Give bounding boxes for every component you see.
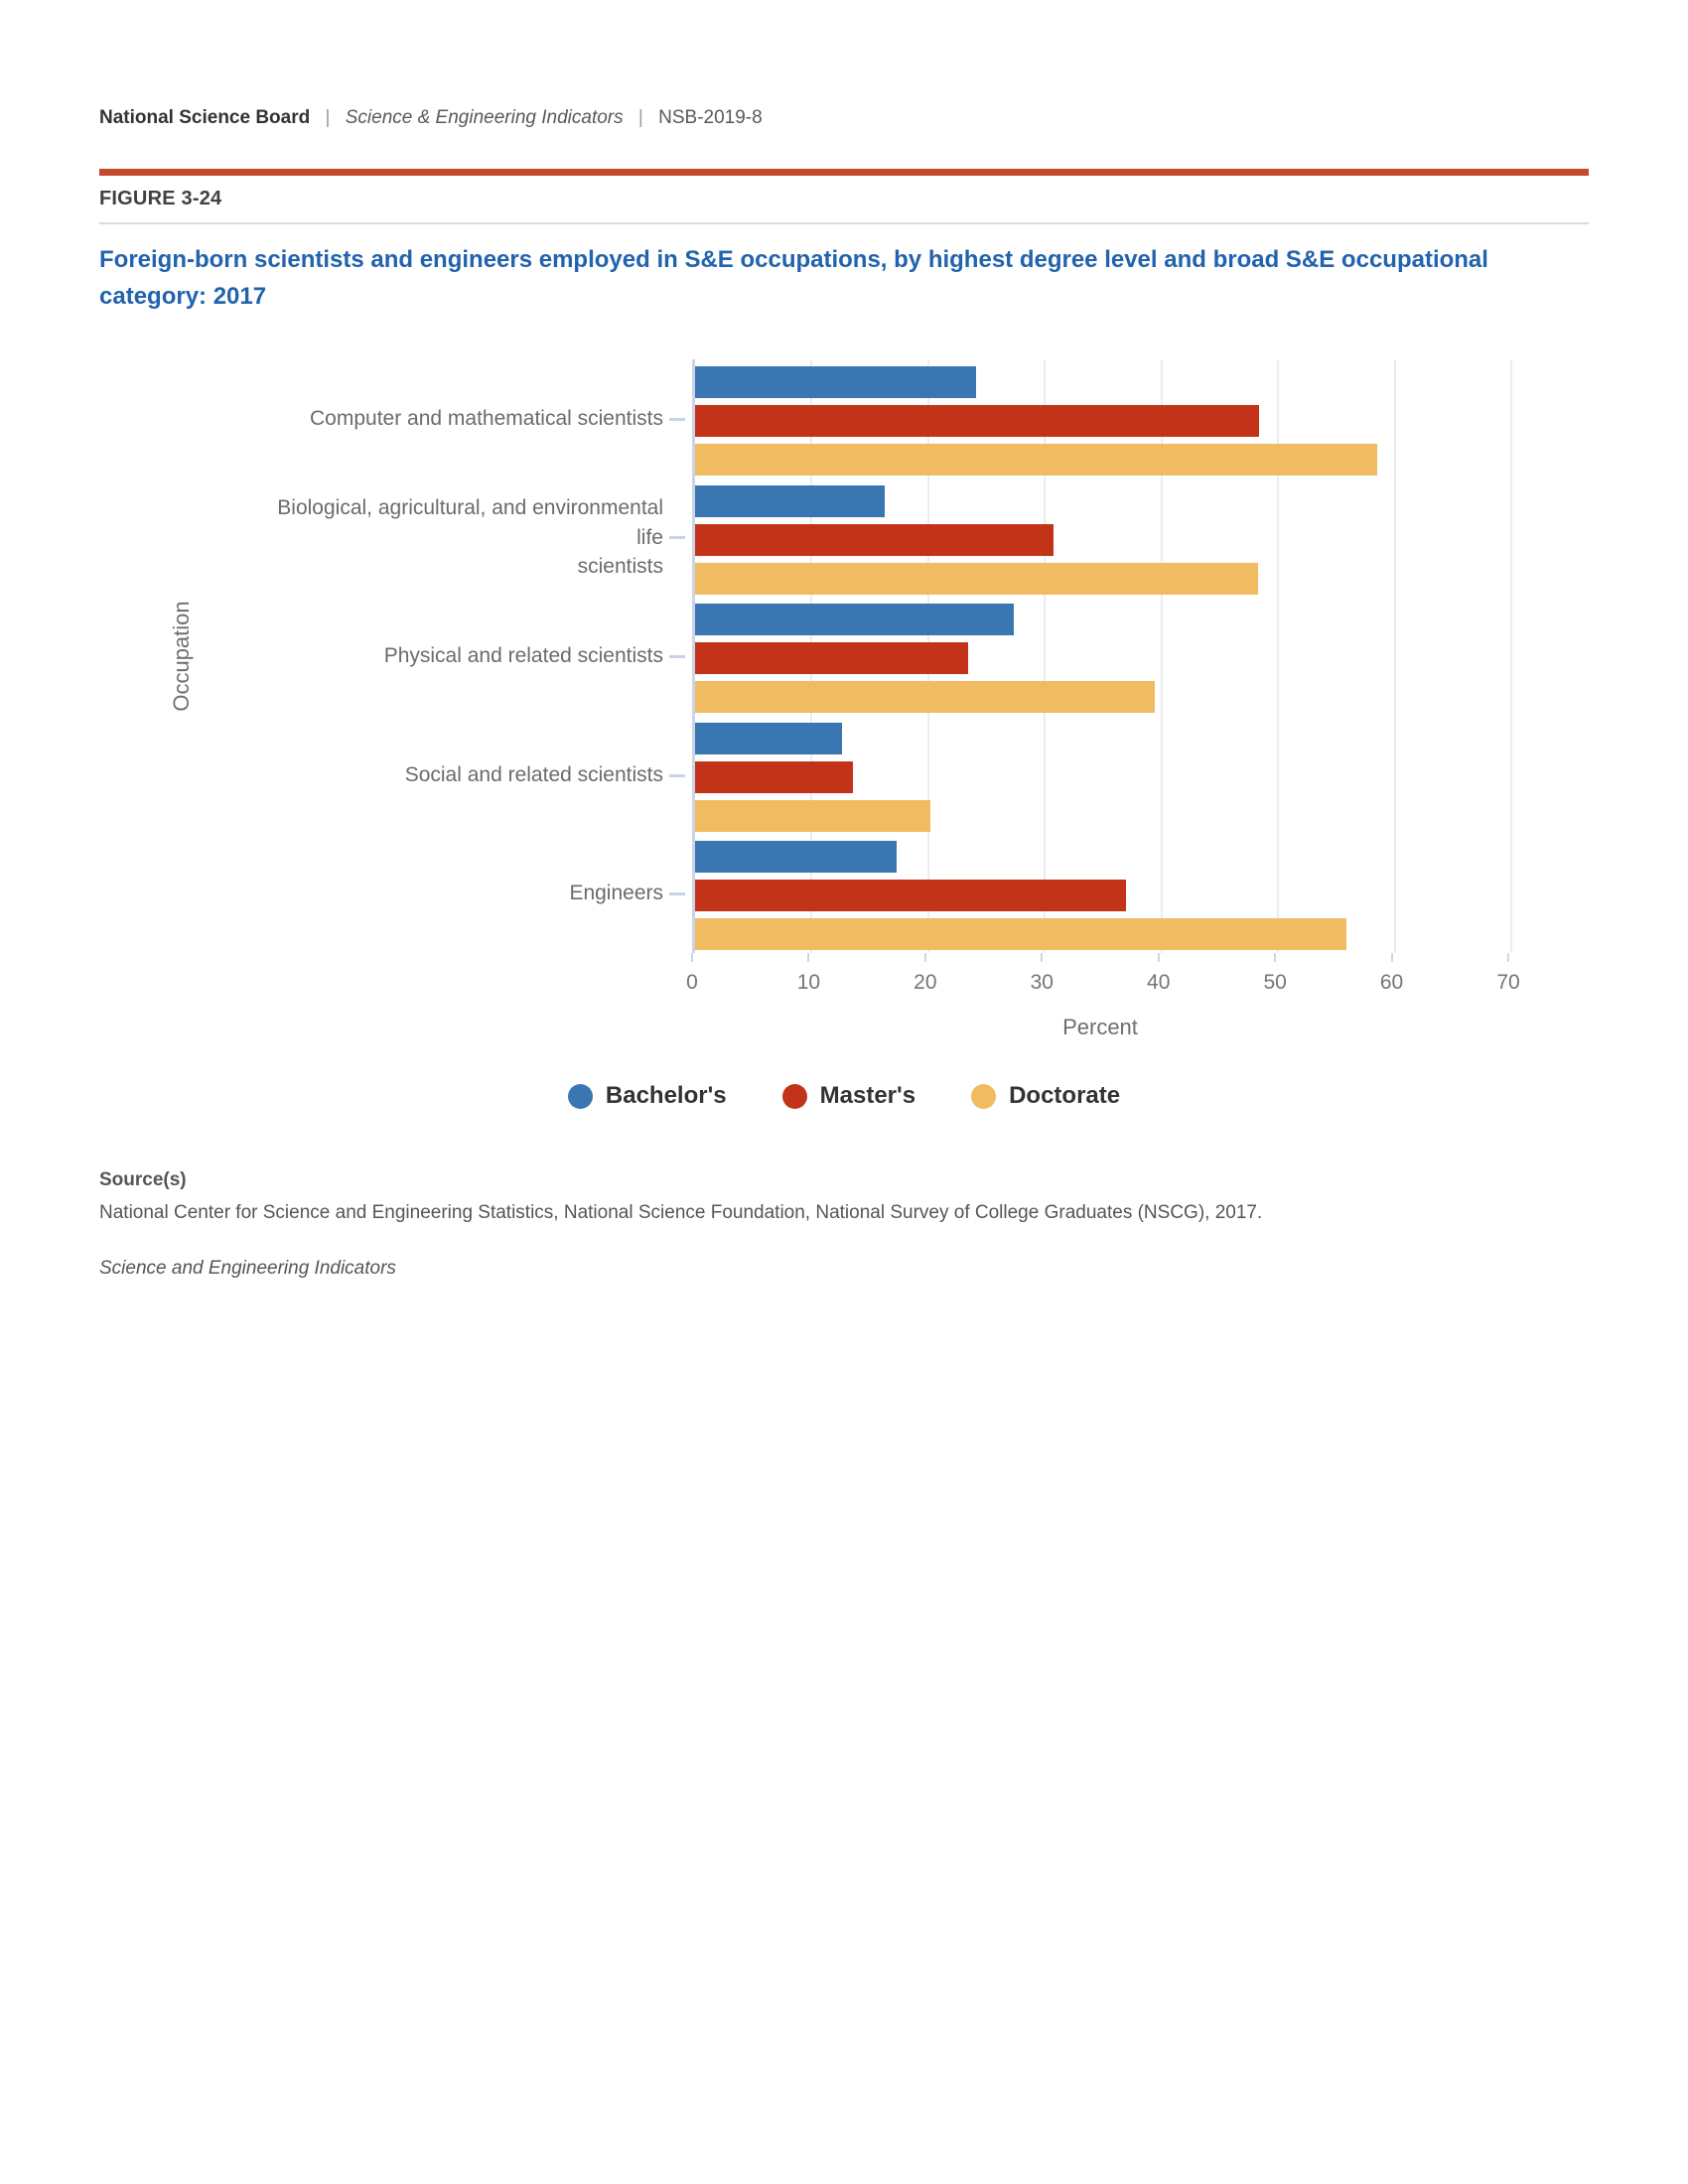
document-header	[99, 107, 1589, 129]
x-tick	[1507, 953, 1509, 962]
separator: |	[325, 107, 331, 128]
bar-doctorate	[695, 800, 930, 832]
figure-title: Foreign-born scientists and engineers employed in S&E occupations, by highest degree level and broad S&E occupational category: 2017	[99, 246, 1488, 311]
category-tick-dash	[669, 774, 685, 777]
legend-swatch-doctorate	[971, 1084, 996, 1109]
report-id: NSB-2019-8	[658, 107, 763, 128]
x-axis-title: Percent	[1062, 1015, 1138, 1039]
legend-label: Doctorate	[1009, 1082, 1121, 1109]
bar-masters	[695, 524, 1054, 556]
category-labels	[119, 359, 663, 953]
bar-bachelors	[695, 366, 976, 398]
category-band	[695, 716, 1511, 835]
accent-rule	[99, 169, 1589, 176]
figure-number: FIGURE 3-24	[99, 188, 222, 209]
legend-item	[971, 1082, 1120, 1110]
x-tick-label: 40	[1147, 971, 1171, 994]
legend-swatch-masters	[782, 1084, 807, 1109]
source-heading: Source(s)	[99, 1169, 187, 1190]
legend-item	[568, 1082, 727, 1110]
category-label: Computer and mathematical scientists	[310, 407, 663, 431]
x-tick	[1158, 953, 1160, 962]
bar-masters	[695, 880, 1126, 911]
x-tick-label: 60	[1379, 971, 1404, 994]
legend-label: Master's	[819, 1082, 916, 1109]
publication-name: Science & Engineering Indicators	[345, 107, 624, 128]
category-tick-dash	[669, 536, 685, 539]
x-tick	[1391, 953, 1393, 962]
bar-doctorate	[695, 563, 1258, 595]
x-tick-label: 70	[1496, 971, 1520, 994]
bar-masters	[695, 405, 1259, 437]
category-band	[695, 834, 1511, 953]
separator: |	[637, 107, 643, 128]
org-name: National Science Board	[99, 107, 311, 128]
bar-doctorate	[695, 918, 1346, 950]
category-band	[695, 359, 1511, 478]
divider-rule	[99, 222, 1589, 224]
category-band	[695, 597, 1511, 716]
bar-bachelors	[695, 604, 1014, 635]
legend-swatch-bachelors	[568, 1084, 593, 1109]
category-label: Social and related scientists	[404, 762, 663, 786]
category-tick-dash	[669, 418, 685, 421]
x-tick-label: 20	[914, 971, 937, 994]
category-tick-dash	[669, 892, 685, 895]
x-tick	[1274, 953, 1276, 962]
category-label: Physical and related scientists	[383, 644, 663, 668]
x-tick	[807, 953, 809, 962]
x-tick-label: 10	[796, 971, 821, 994]
x-tick	[924, 953, 926, 962]
category-label: Biological, agricultural, and environmental life scientists	[277, 496, 663, 579]
category-band	[695, 478, 1511, 598]
x-tick-label: 30	[1030, 971, 1054, 994]
plot-area	[692, 359, 1511, 953]
category-label: Engineers	[569, 882, 663, 905]
source-text: National Center for Science and Engineering Statistics, National Science Foundation, National Survey of College Graduates (NSCG), 2017.	[99, 1202, 1263, 1223]
bar-bachelors	[695, 485, 885, 517]
bar-bachelors	[695, 723, 842, 754]
x-tick	[1041, 953, 1043, 962]
bar-masters	[695, 761, 853, 793]
legend-item	[782, 1082, 915, 1110]
y-axis-title: Occupation	[169, 601, 194, 712]
bar-doctorate	[695, 444, 1377, 476]
bar-doctorate	[695, 681, 1155, 713]
legend-label: Bachelor's	[605, 1082, 727, 1109]
x-tick-label: 0	[686, 971, 698, 994]
bar-bachelors	[695, 841, 897, 873]
source-footer: Science and Engineering Indicators	[99, 1258, 396, 1279]
x-tick-label: 50	[1263, 971, 1287, 994]
x-tick	[691, 953, 693, 962]
bar-masters	[695, 642, 968, 674]
chart-legend	[99, 1082, 1589, 1110]
category-tick-dash	[669, 655, 685, 658]
